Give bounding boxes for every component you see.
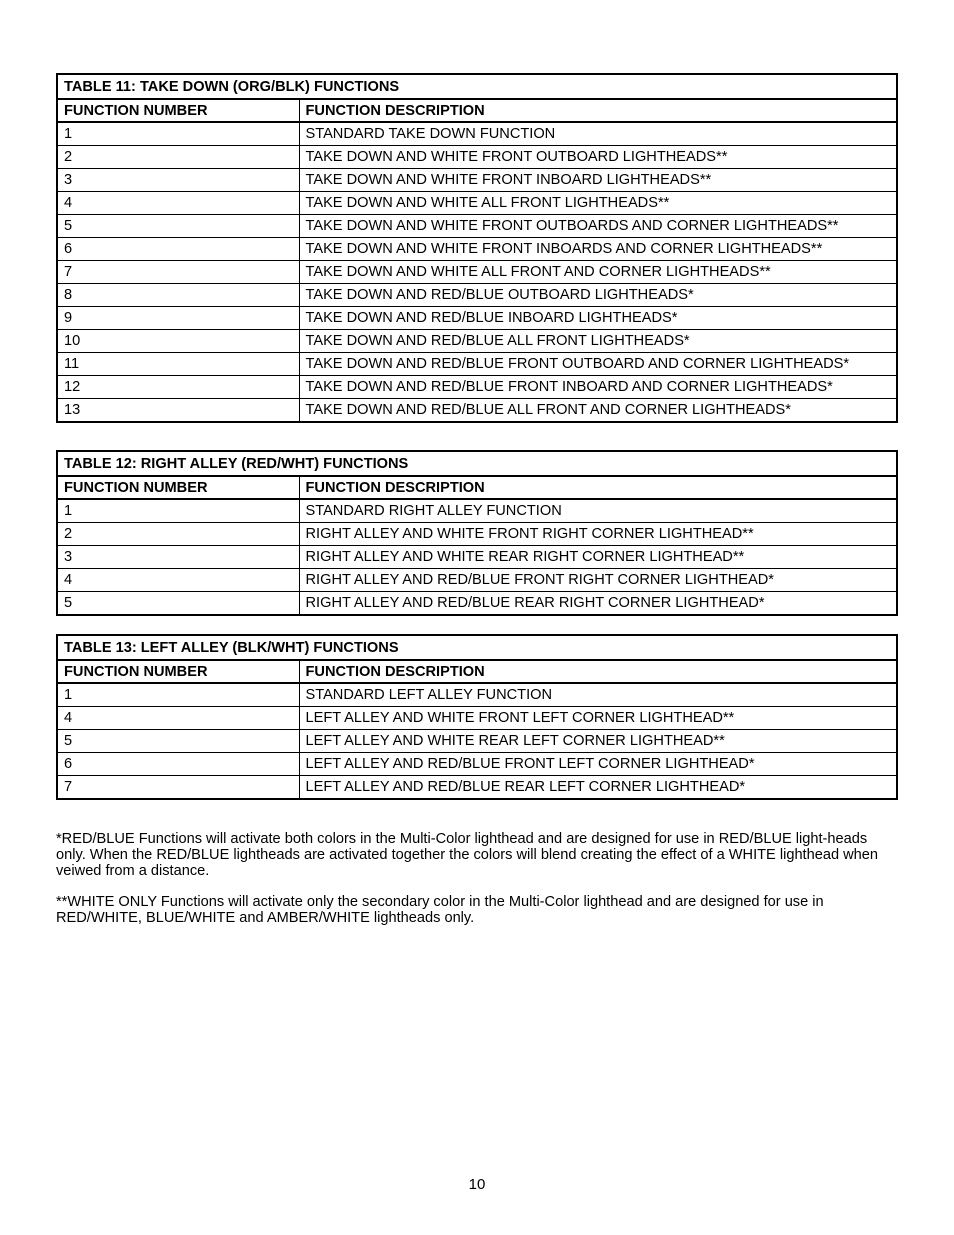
function-description-cell: TAKE DOWN AND RED/BLUE ALL FRONT LIGHTHEADS*: [299, 330, 897, 353]
table-row: [57, 307, 897, 330]
table-row: [57, 261, 897, 284]
table-row: [57, 122, 897, 146]
function-number-cell: 4: [57, 192, 299, 215]
table-title: TABLE 12: RIGHT ALLEY (RED/WHT) FUNCTIONS: [57, 451, 897, 476]
table-row: [57, 146, 897, 169]
function-number-cell: 5: [57, 215, 299, 238]
table-row: [57, 546, 897, 569]
function-description-cell: TAKE DOWN AND WHITE FRONT OUTBOARDS AND CORNER LIGHTHEADS**: [299, 215, 897, 238]
function-description-cell: TAKE DOWN AND RED/BLUE OUTBOARD LIGHTHEADS*: [299, 284, 897, 307]
table-row: [57, 569, 897, 592]
table-row: [57, 215, 897, 238]
function-description-cell: RIGHT ALLEY AND RED/BLUE FRONT RIGHT CORNER LIGHTHEAD*: [299, 569, 897, 592]
function-description-cell: STANDARD LEFT ALLEY FUNCTION: [299, 683, 897, 707]
function-description-cell: RIGHT ALLEY AND RED/BLUE REAR RIGHT CORNER LIGHTHEAD*: [299, 592, 897, 616]
function-number-cell: 3: [57, 169, 299, 192]
column-header-function-number: FUNCTION NUMBER: [57, 476, 299, 499]
function-number-cell: 8: [57, 284, 299, 307]
table-body: [57, 122, 897, 422]
function-number-cell: 10: [57, 330, 299, 353]
table-row: [57, 730, 897, 753]
function-number-cell: 9: [57, 307, 299, 330]
function-number-cell: 2: [57, 146, 299, 169]
page-number: 10: [468, 1176, 486, 1193]
function-number-cell: 5: [57, 592, 299, 616]
function-number-cell: 4: [57, 707, 299, 730]
function-description-cell: TAKE DOWN AND WHITE FRONT INBOARDS AND CORNER LIGHTHEADS**: [299, 238, 897, 261]
table-row: [57, 330, 897, 353]
table-11-take-down-functions: [56, 73, 898, 423]
table-body: [57, 499, 897, 615]
table-body: [57, 683, 897, 799]
function-number-cell: 13: [57, 399, 299, 423]
function-description-cell: TAKE DOWN AND WHITE FRONT OUTBOARD LIGHTHEADS**: [299, 146, 897, 169]
table-row: [57, 399, 897, 423]
table-row: [57, 353, 897, 376]
column-header-function-number: FUNCTION NUMBER: [57, 99, 299, 122]
table-row: [57, 776, 897, 800]
function-description-cell: LEFT ALLEY AND RED/BLUE REAR LEFT CORNER LIGHTHEAD*: [299, 776, 897, 800]
table-title: TABLE 11: TAKE DOWN (ORG/BLK) FUNCTIONS: [57, 74, 897, 99]
table-row: [57, 192, 897, 215]
function-description-cell: STANDARD RIGHT ALLEY FUNCTION: [299, 499, 897, 523]
table-row: [57, 499, 897, 523]
column-header-function-description: FUNCTION DESCRIPTION: [299, 99, 897, 122]
table-row: [57, 707, 897, 730]
function-description-cell: RIGHT ALLEY AND WHITE REAR RIGHT CORNER LIGHTHEAD**: [299, 546, 897, 569]
function-number-cell: 11: [57, 353, 299, 376]
footnote-white-only: **WHITE ONLY Functions will activate only the secondary color in the Multi-Color lighthead and are designed for use in RED/WHITE, BLUE/WHITE and AMBER/WHITE lightheads only.: [56, 894, 824, 926]
function-description-cell: TAKE DOWN AND RED/BLUE INBOARD LIGHTHEADS*: [299, 307, 897, 330]
function-description-cell: RIGHT ALLEY AND WHITE FRONT RIGHT CORNER LIGHTHEAD**: [299, 523, 897, 546]
table-row: [57, 683, 897, 707]
function-number-cell: 12: [57, 376, 299, 399]
function-number-cell: 6: [57, 753, 299, 776]
table-title: TABLE 13: LEFT ALLEY (BLK/WHT) FUNCTIONS: [57, 635, 897, 660]
function-number-cell: 1: [57, 122, 299, 146]
table-row: [57, 753, 897, 776]
function-description-cell: TAKE DOWN AND WHITE FRONT INBOARD LIGHTHEADS**: [299, 169, 897, 192]
table-12-right-alley-functions: [56, 450, 898, 616]
function-description-cell: LEFT ALLEY AND RED/BLUE FRONT LEFT CORNER LIGHTHEAD*: [299, 753, 897, 776]
function-description-cell: TAKE DOWN AND RED/BLUE ALL FRONT AND CORNER LIGHTHEADS*: [299, 399, 897, 423]
table-row: [57, 284, 897, 307]
function-number-cell: 4: [57, 569, 299, 592]
function-description-cell: TAKE DOWN AND RED/BLUE FRONT INBOARD AND CORNER LIGHTHEADS*: [299, 376, 897, 399]
function-number-cell: 3: [57, 546, 299, 569]
table-row: [57, 523, 897, 546]
column-header-function-number: FUNCTION NUMBER: [57, 660, 299, 683]
function-number-cell: 6: [57, 238, 299, 261]
column-header-function-description: FUNCTION DESCRIPTION: [299, 660, 897, 683]
function-number-cell: 5: [57, 730, 299, 753]
function-description-cell: TAKE DOWN AND WHITE ALL FRONT AND CORNER LIGHTHEADS**: [299, 261, 897, 284]
function-number-cell: 7: [57, 776, 299, 800]
function-description-cell: LEFT ALLEY AND WHITE FRONT LEFT CORNER LIGHTHEAD**: [299, 707, 897, 730]
function-description-cell: TAKE DOWN AND WHITE ALL FRONT LIGHTHEADS**: [299, 192, 897, 215]
function-number-cell: 7: [57, 261, 299, 284]
table-row: [57, 169, 897, 192]
table-row: [57, 376, 897, 399]
function-description-cell: TAKE DOWN AND RED/BLUE FRONT OUTBOARD AND CORNER LIGHTHEADS*: [299, 353, 897, 376]
table-row: [57, 592, 897, 616]
footnote-red-blue: *RED/BLUE Functions will activate both colors in the Multi-Color lighthead and are designed for use in RED/BLUE light-heads only. When the RED/BLUE lightheads are activated together the colors will blend creating the effect of a WHITE lighthead when veiwed from a distance.: [56, 831, 879, 879]
table-13-left-alley-functions: [56, 634, 898, 800]
function-number-cell: 1: [57, 683, 299, 707]
function-number-cell: 1: [57, 499, 299, 523]
function-description-cell: STANDARD TAKE DOWN FUNCTION: [299, 122, 897, 146]
function-number-cell: 2: [57, 523, 299, 546]
column-header-function-description: FUNCTION DESCRIPTION: [299, 476, 897, 499]
table-row: [57, 238, 897, 261]
function-description-cell: LEFT ALLEY AND WHITE REAR LEFT CORNER LIGHTHEAD**: [299, 730, 897, 753]
